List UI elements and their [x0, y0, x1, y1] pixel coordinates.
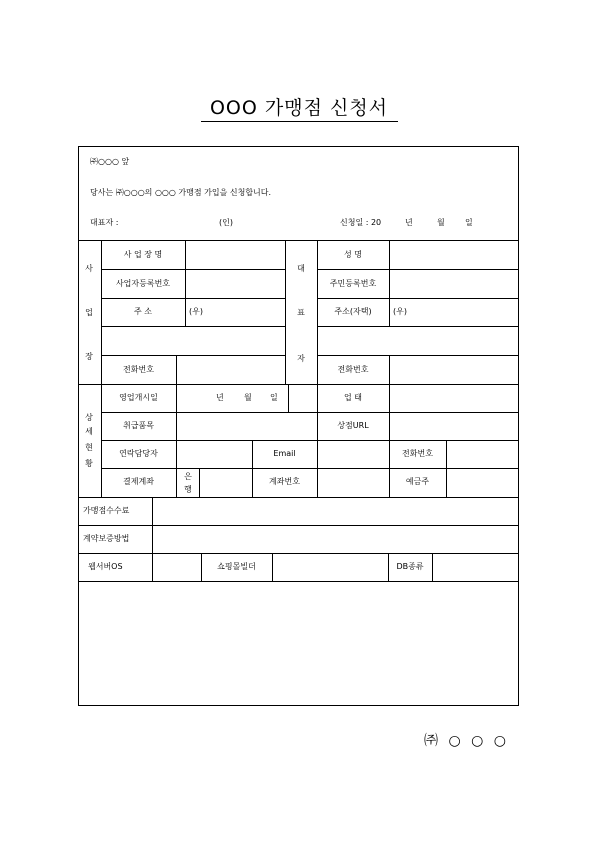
- section-representative-char-3: 자: [297, 354, 305, 363]
- fee-label: 가맹점수수료: [83, 506, 130, 515]
- start-date-label: 영업개시일: [119, 393, 158, 402]
- bank-char-2: 행: [184, 485, 192, 494]
- account-holder-label: 예금주: [405, 477, 430, 486]
- section-representative-char-2: 표: [297, 308, 305, 317]
- section-business-char-2: 업: [85, 308, 93, 317]
- start-month-unit: 월: [244, 393, 252, 402]
- settlement-account-label: 결제계좌: [123, 477, 154, 486]
- email-label: Email: [273, 449, 296, 458]
- bank-char-1: 은: [184, 472, 192, 481]
- representative-phone-label: 전화번호: [337, 365, 369, 374]
- business-address-label: 주 소: [134, 307, 152, 316]
- application-statement: 당사는 ㈜○○○의 ○○○ 가맹점 가입을 신청합니다.: [90, 188, 272, 197]
- representative-postal-prefix: (우): [393, 307, 407, 316]
- account-no-label: 계좌번호: [269, 477, 300, 486]
- representative-address-label: 주소(자택): [334, 307, 372, 316]
- section-details-char-3: 현: [85, 443, 93, 452]
- store-url-label: 상점URL: [337, 421, 369, 430]
- contact-phone-label: 전화번호: [402, 449, 433, 458]
- title-underline: [201, 121, 398, 122]
- db-type-label: DB종류: [396, 562, 424, 571]
- start-year-unit: 년: [216, 393, 224, 402]
- section-details-char-1: 상: [85, 413, 93, 422]
- start-day-unit: 일: [270, 393, 278, 402]
- section-details-char-2: 세: [85, 427, 93, 436]
- web-server-os-label: 웹서버OS: [88, 562, 123, 571]
- section-business-char-3: 장: [85, 352, 93, 361]
- addressee: ㈜○○○ 앞: [90, 157, 130, 166]
- products-label: 취급품목: [123, 421, 154, 430]
- representative-name-label: 성 명: [344, 250, 362, 259]
- representative-resident-no-label: 주민등록번호: [329, 279, 377, 288]
- company-signature: ㈜ ○ ○ ○: [424, 733, 509, 749]
- business-type-label: 업 태: [344, 393, 362, 402]
- document-title: OOO 가맹점 신청서: [209, 97, 389, 119]
- business-reg-no-label: 사업자등록번호: [115, 279, 171, 288]
- business-name-label: 사 업 장 명: [123, 250, 163, 259]
- day-unit: 일: [465, 218, 473, 227]
- section-details-char-4: 황: [85, 459, 93, 468]
- contact-person-label: 연락담당자: [119, 449, 158, 458]
- month-unit: 월: [437, 218, 445, 227]
- ceo-label: 대표자 :: [90, 218, 119, 227]
- year-unit: 년: [405, 218, 413, 227]
- business-postal-prefix: (우): [189, 307, 203, 316]
- section-representative-char-1: 대: [297, 264, 305, 273]
- shop-builder-label: 쇼핑몰빌더: [217, 562, 256, 571]
- business-phone-label: 전화번호: [123, 365, 154, 374]
- section-business-char-1: 사: [85, 264, 93, 273]
- seal-mark: (인): [219, 218, 233, 227]
- deposit-method-label: 계약보증방법: [83, 534, 130, 543]
- application-date-label: 신청일 : 20: [340, 218, 382, 227]
